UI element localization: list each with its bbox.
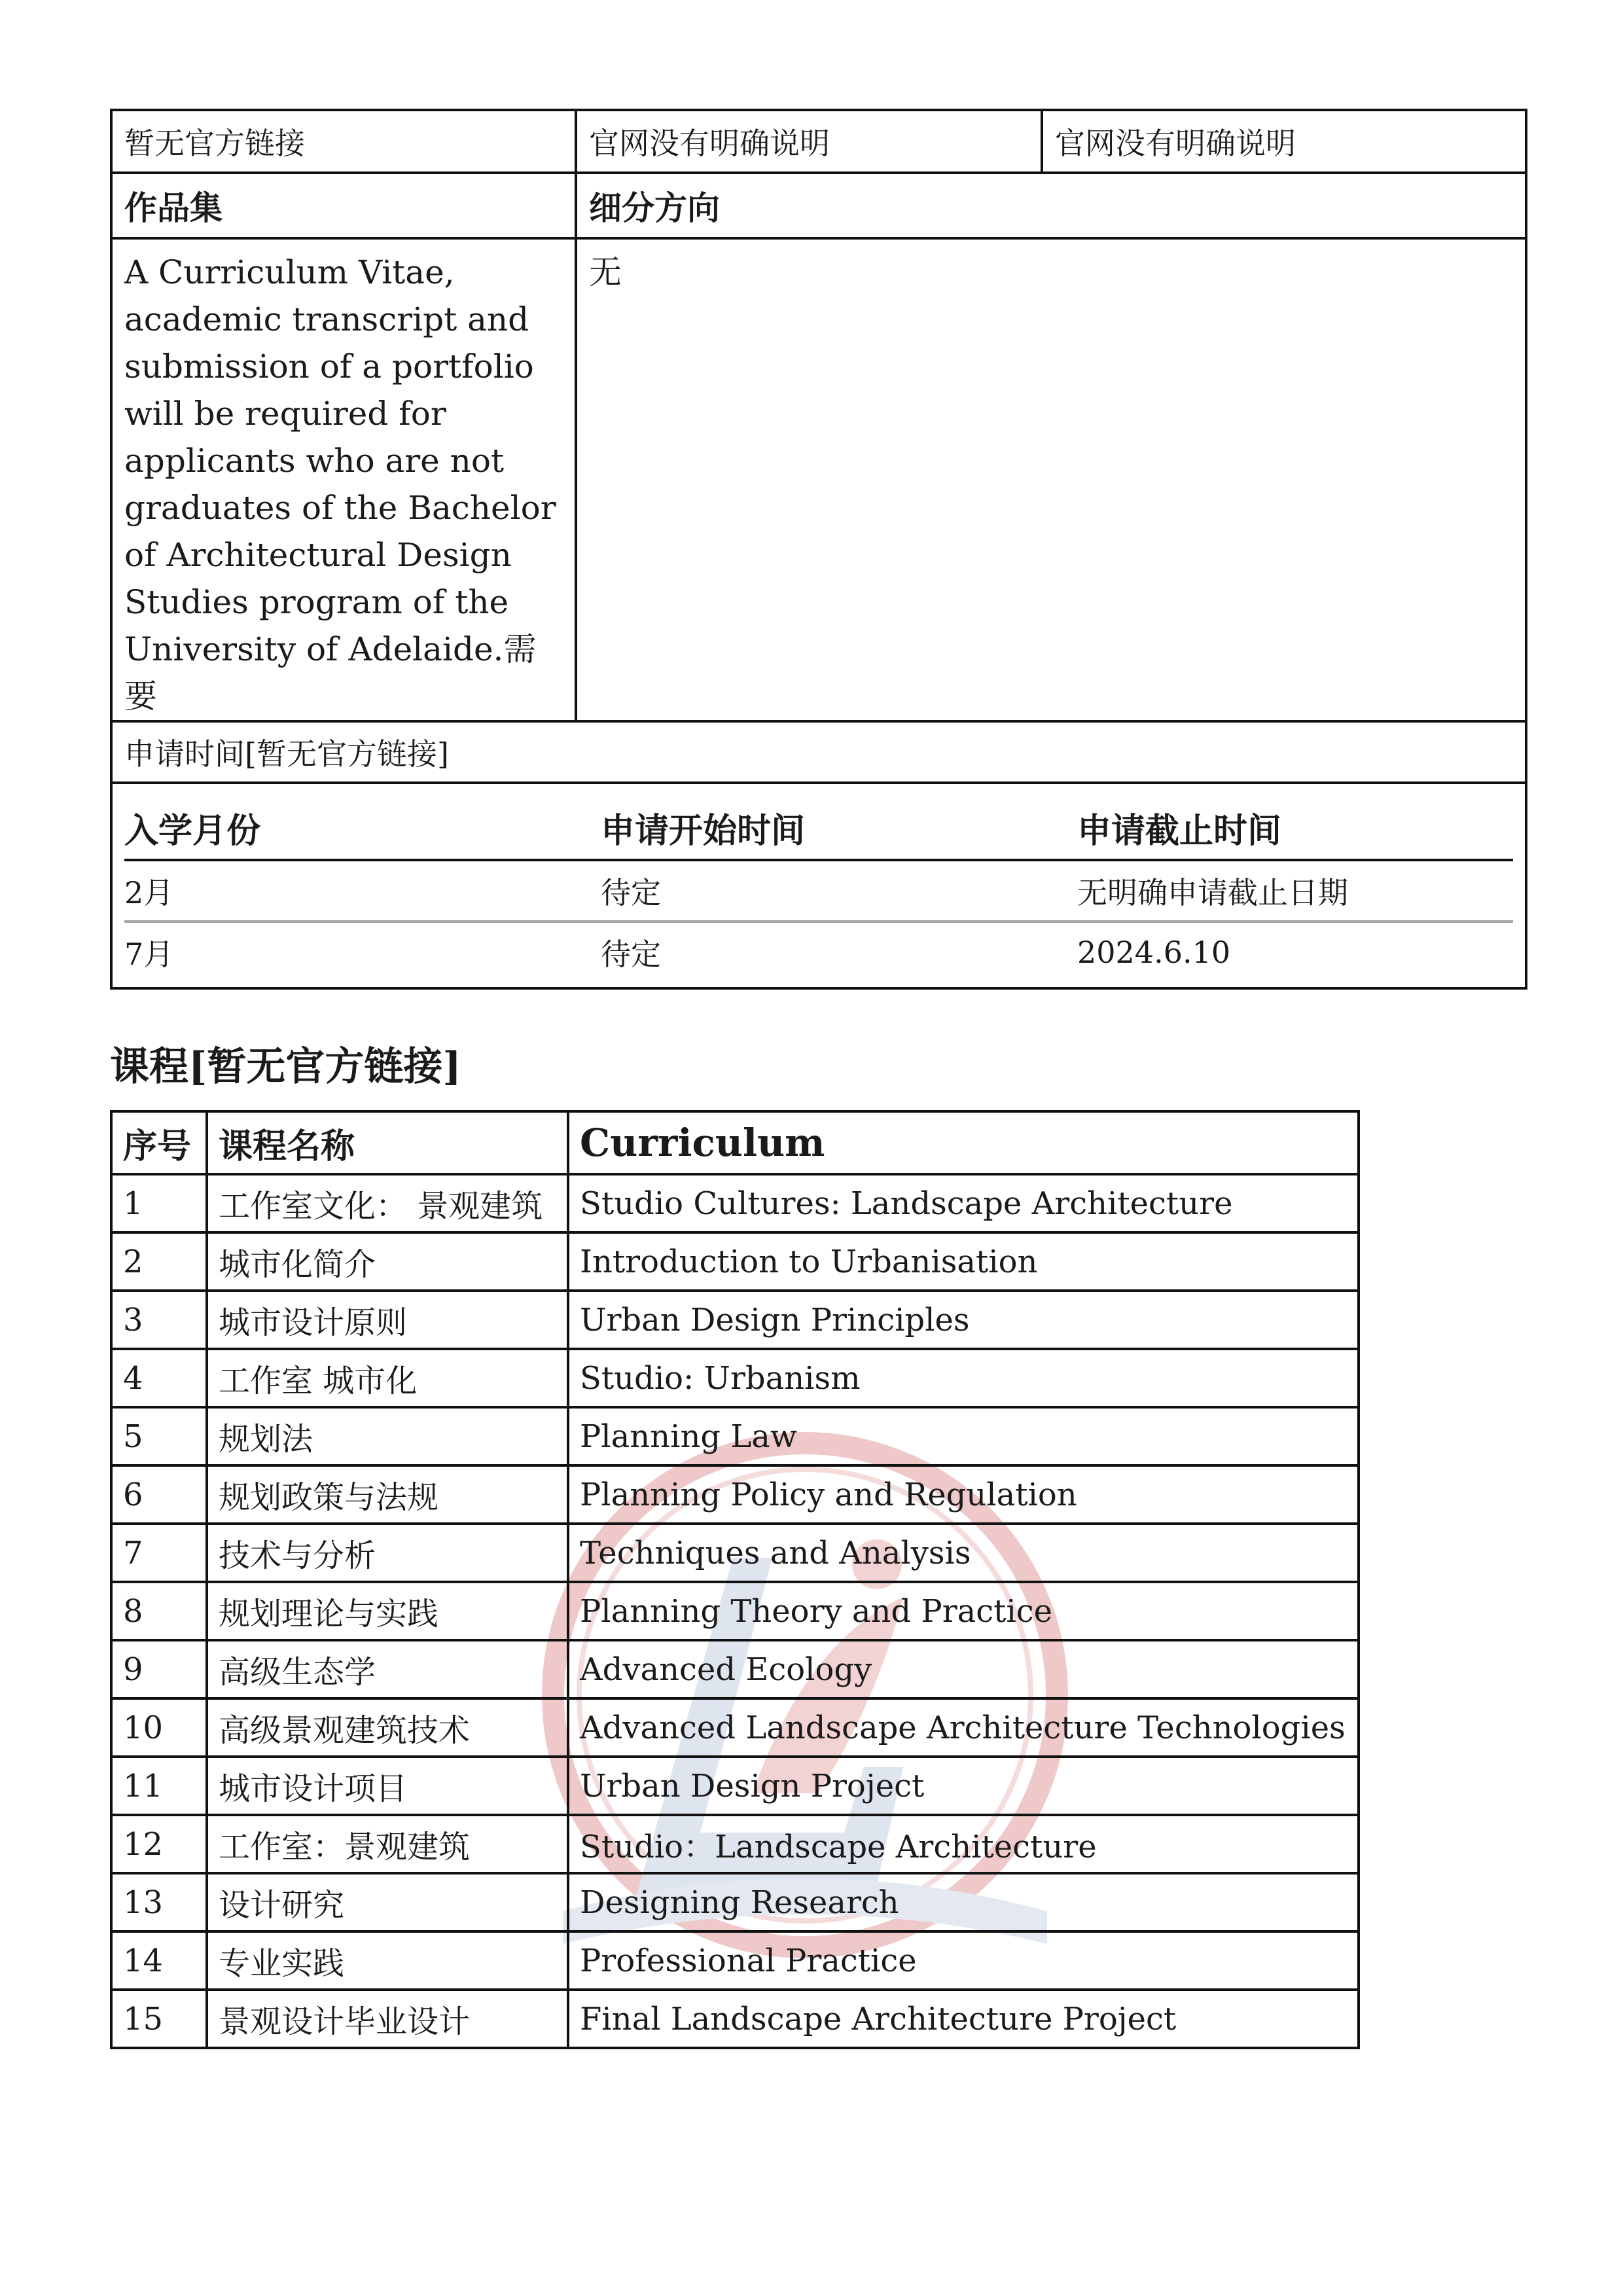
course-index: 13 bbox=[111, 1873, 207, 1931]
application-time-label: 申请时间[暂无官方链接] bbox=[111, 721, 1526, 783]
course-index: 2 bbox=[111, 1232, 207, 1291]
course-name-cn: 规划法 bbox=[207, 1407, 568, 1465]
curriculum-header-row bbox=[111, 1111, 1359, 1174]
course-name-cn: 高级生态学 bbox=[207, 1640, 568, 1698]
course-name-en: Advanced Ecology bbox=[568, 1640, 1359, 1698]
header-index: 序号 bbox=[111, 1111, 207, 1174]
table-row bbox=[111, 1990, 1359, 2048]
portfolio-line: applicants who are not bbox=[124, 442, 505, 480]
table-row bbox=[111, 1698, 1359, 1757]
table-row bbox=[111, 1757, 1359, 1815]
course-name-en: Final Landscape Architecture Project bbox=[568, 1990, 1359, 2048]
course-index: 9 bbox=[111, 1640, 207, 1698]
course-name-en: Designing Research bbox=[568, 1873, 1359, 1931]
course-index: 3 bbox=[111, 1291, 207, 1349]
table-row bbox=[111, 1582, 1359, 1640]
course-index: 6 bbox=[111, 1465, 207, 1524]
course-name-en: Studio: Urbanism bbox=[568, 1349, 1359, 1407]
course-name-cn: 城市化简介 bbox=[207, 1232, 568, 1291]
course-name-en: Professional Practice bbox=[568, 1931, 1359, 1990]
intake-start: 待定 bbox=[601, 937, 661, 972]
intake-row bbox=[111, 783, 1526, 988]
course-index: 15 bbox=[111, 1990, 207, 2048]
course-index: 8 bbox=[111, 1582, 207, 1640]
table-row bbox=[111, 1465, 1359, 1524]
sub-direction-header: 细分方向 bbox=[576, 173, 1526, 238]
intake-header-deadline: 申请截止时间 bbox=[1077, 796, 1513, 860]
program-info-table bbox=[110, 109, 1527, 990]
table-row bbox=[111, 1524, 1359, 1582]
course-name-cn: 景观设计毕业设计 bbox=[207, 1990, 568, 2048]
course-name-en: Advanced Landscape Architecture Technologies bbox=[568, 1698, 1359, 1757]
course-name-en: Planning Policy and Regulation bbox=[568, 1465, 1359, 1524]
section-body-row bbox=[111, 238, 1526, 721]
curriculum-title: 课程[暂无官方链接] bbox=[110, 1044, 461, 1090]
course-index: 1 bbox=[111, 1174, 207, 1232]
section-header-row bbox=[111, 173, 1526, 238]
course-name-cn: 规划政策与法规 bbox=[207, 1465, 568, 1524]
table-row bbox=[111, 1640, 1359, 1698]
course-index: 7 bbox=[111, 1524, 207, 1582]
curriculum-table bbox=[110, 1110, 1360, 2049]
table-row bbox=[111, 1174, 1359, 1232]
course-name-en: Studio Cultures: Landscape Architecture bbox=[568, 1174, 1359, 1232]
course-name-cn: 技术与分析 bbox=[207, 1524, 568, 1582]
intake-header-start: 申请开始时间 bbox=[601, 796, 1077, 860]
links-cell: 暂无官方链接 bbox=[111, 110, 576, 173]
course-name-cn: 城市设计原则 bbox=[207, 1291, 568, 1349]
course-name-cn: 工作室文化： 景观建筑 bbox=[207, 1174, 568, 1232]
curriculum-body bbox=[111, 1174, 1359, 2048]
portfolio-line: will be required for bbox=[124, 395, 446, 433]
links-row bbox=[111, 110, 1526, 173]
sub-direction-value bbox=[576, 238, 1526, 721]
portfolio-line: A Curriculum Vitae, bbox=[124, 253, 455, 291]
intake-cell bbox=[111, 783, 1526, 988]
course-name-en: Studio：Landscape Architecture bbox=[568, 1815, 1359, 1873]
table-row bbox=[111, 1931, 1359, 1990]
course-index: 10 bbox=[111, 1698, 207, 1757]
sub-direction-text: 无 bbox=[589, 253, 622, 291]
table-row bbox=[111, 1407, 1359, 1465]
course-name-en: Techniques and Analysis bbox=[568, 1524, 1359, 1582]
links-cell: 官网没有明确说明 bbox=[1042, 110, 1526, 173]
intake-header-row bbox=[124, 796, 1513, 860]
intake-header-month: 入学月份 bbox=[124, 796, 601, 860]
intake-start: 待定 bbox=[601, 860, 1077, 922]
course-name-en: Planning Theory and Practice bbox=[568, 1582, 1359, 1640]
table-row bbox=[111, 1232, 1359, 1291]
course-name-cn: 城市设计项目 bbox=[207, 1757, 568, 1815]
course-index: 14 bbox=[111, 1931, 207, 1990]
portfolio-header: 作品集 bbox=[111, 173, 576, 238]
intake-month: 2月 bbox=[124, 860, 601, 922]
intake-row-item bbox=[124, 860, 1513, 922]
intake-deadline: 无明确申请截止日期 bbox=[1077, 860, 1513, 922]
course-name-en: Urban Design Project bbox=[568, 1757, 1359, 1815]
portfolio-line: Studies program of the bbox=[124, 583, 509, 621]
course-index: 12 bbox=[111, 1815, 207, 1873]
links-cell: 官网没有明确说明 bbox=[576, 110, 1042, 173]
course-name-en: Urban Design Principles bbox=[568, 1291, 1359, 1349]
course-name-en: Planning Law bbox=[568, 1407, 1359, 1465]
course-name-cn: 设计研究 bbox=[207, 1873, 568, 1931]
intake-month: 7月 bbox=[124, 937, 174, 972]
portfolio-requirement bbox=[111, 238, 576, 721]
course-name-cn: 工作室：景观建筑 bbox=[207, 1815, 568, 1873]
portfolio-line: of Architectural Design bbox=[124, 536, 512, 574]
application-time-row bbox=[111, 721, 1526, 783]
intake-table bbox=[124, 796, 1513, 982]
course-name-en: Introduction to Urbanisation bbox=[568, 1232, 1359, 1291]
course-name-cn: 工作室 城市化 bbox=[207, 1349, 568, 1407]
course-index: 11 bbox=[111, 1757, 207, 1815]
course-name-cn: 专业实践 bbox=[207, 1931, 568, 1990]
portfolio-line: University of Adelaide.需要 bbox=[124, 630, 537, 715]
table-row bbox=[111, 1815, 1359, 1873]
course-index: 5 bbox=[111, 1407, 207, 1465]
portfolio-line: academic transcript and bbox=[124, 300, 529, 338]
course-name-cn: 规划理论与实践 bbox=[207, 1582, 568, 1640]
header-course-name: 课程名称 bbox=[207, 1111, 568, 1174]
portfolio-line: submission of a portfolio bbox=[124, 348, 534, 386]
intake-deadline: 2024.6.10 bbox=[1077, 935, 1231, 970]
intake-row-item bbox=[124, 922, 1513, 982]
table-row bbox=[111, 1873, 1359, 1931]
portfolio-line: graduates of the Bachelor bbox=[124, 489, 556, 527]
course-index: 4 bbox=[111, 1349, 207, 1407]
table-row bbox=[111, 1291, 1359, 1349]
header-curriculum: Curriculum bbox=[568, 1111, 1359, 1174]
course-name-cn: 高级景观建筑技术 bbox=[207, 1698, 568, 1757]
table-row bbox=[111, 1349, 1359, 1407]
